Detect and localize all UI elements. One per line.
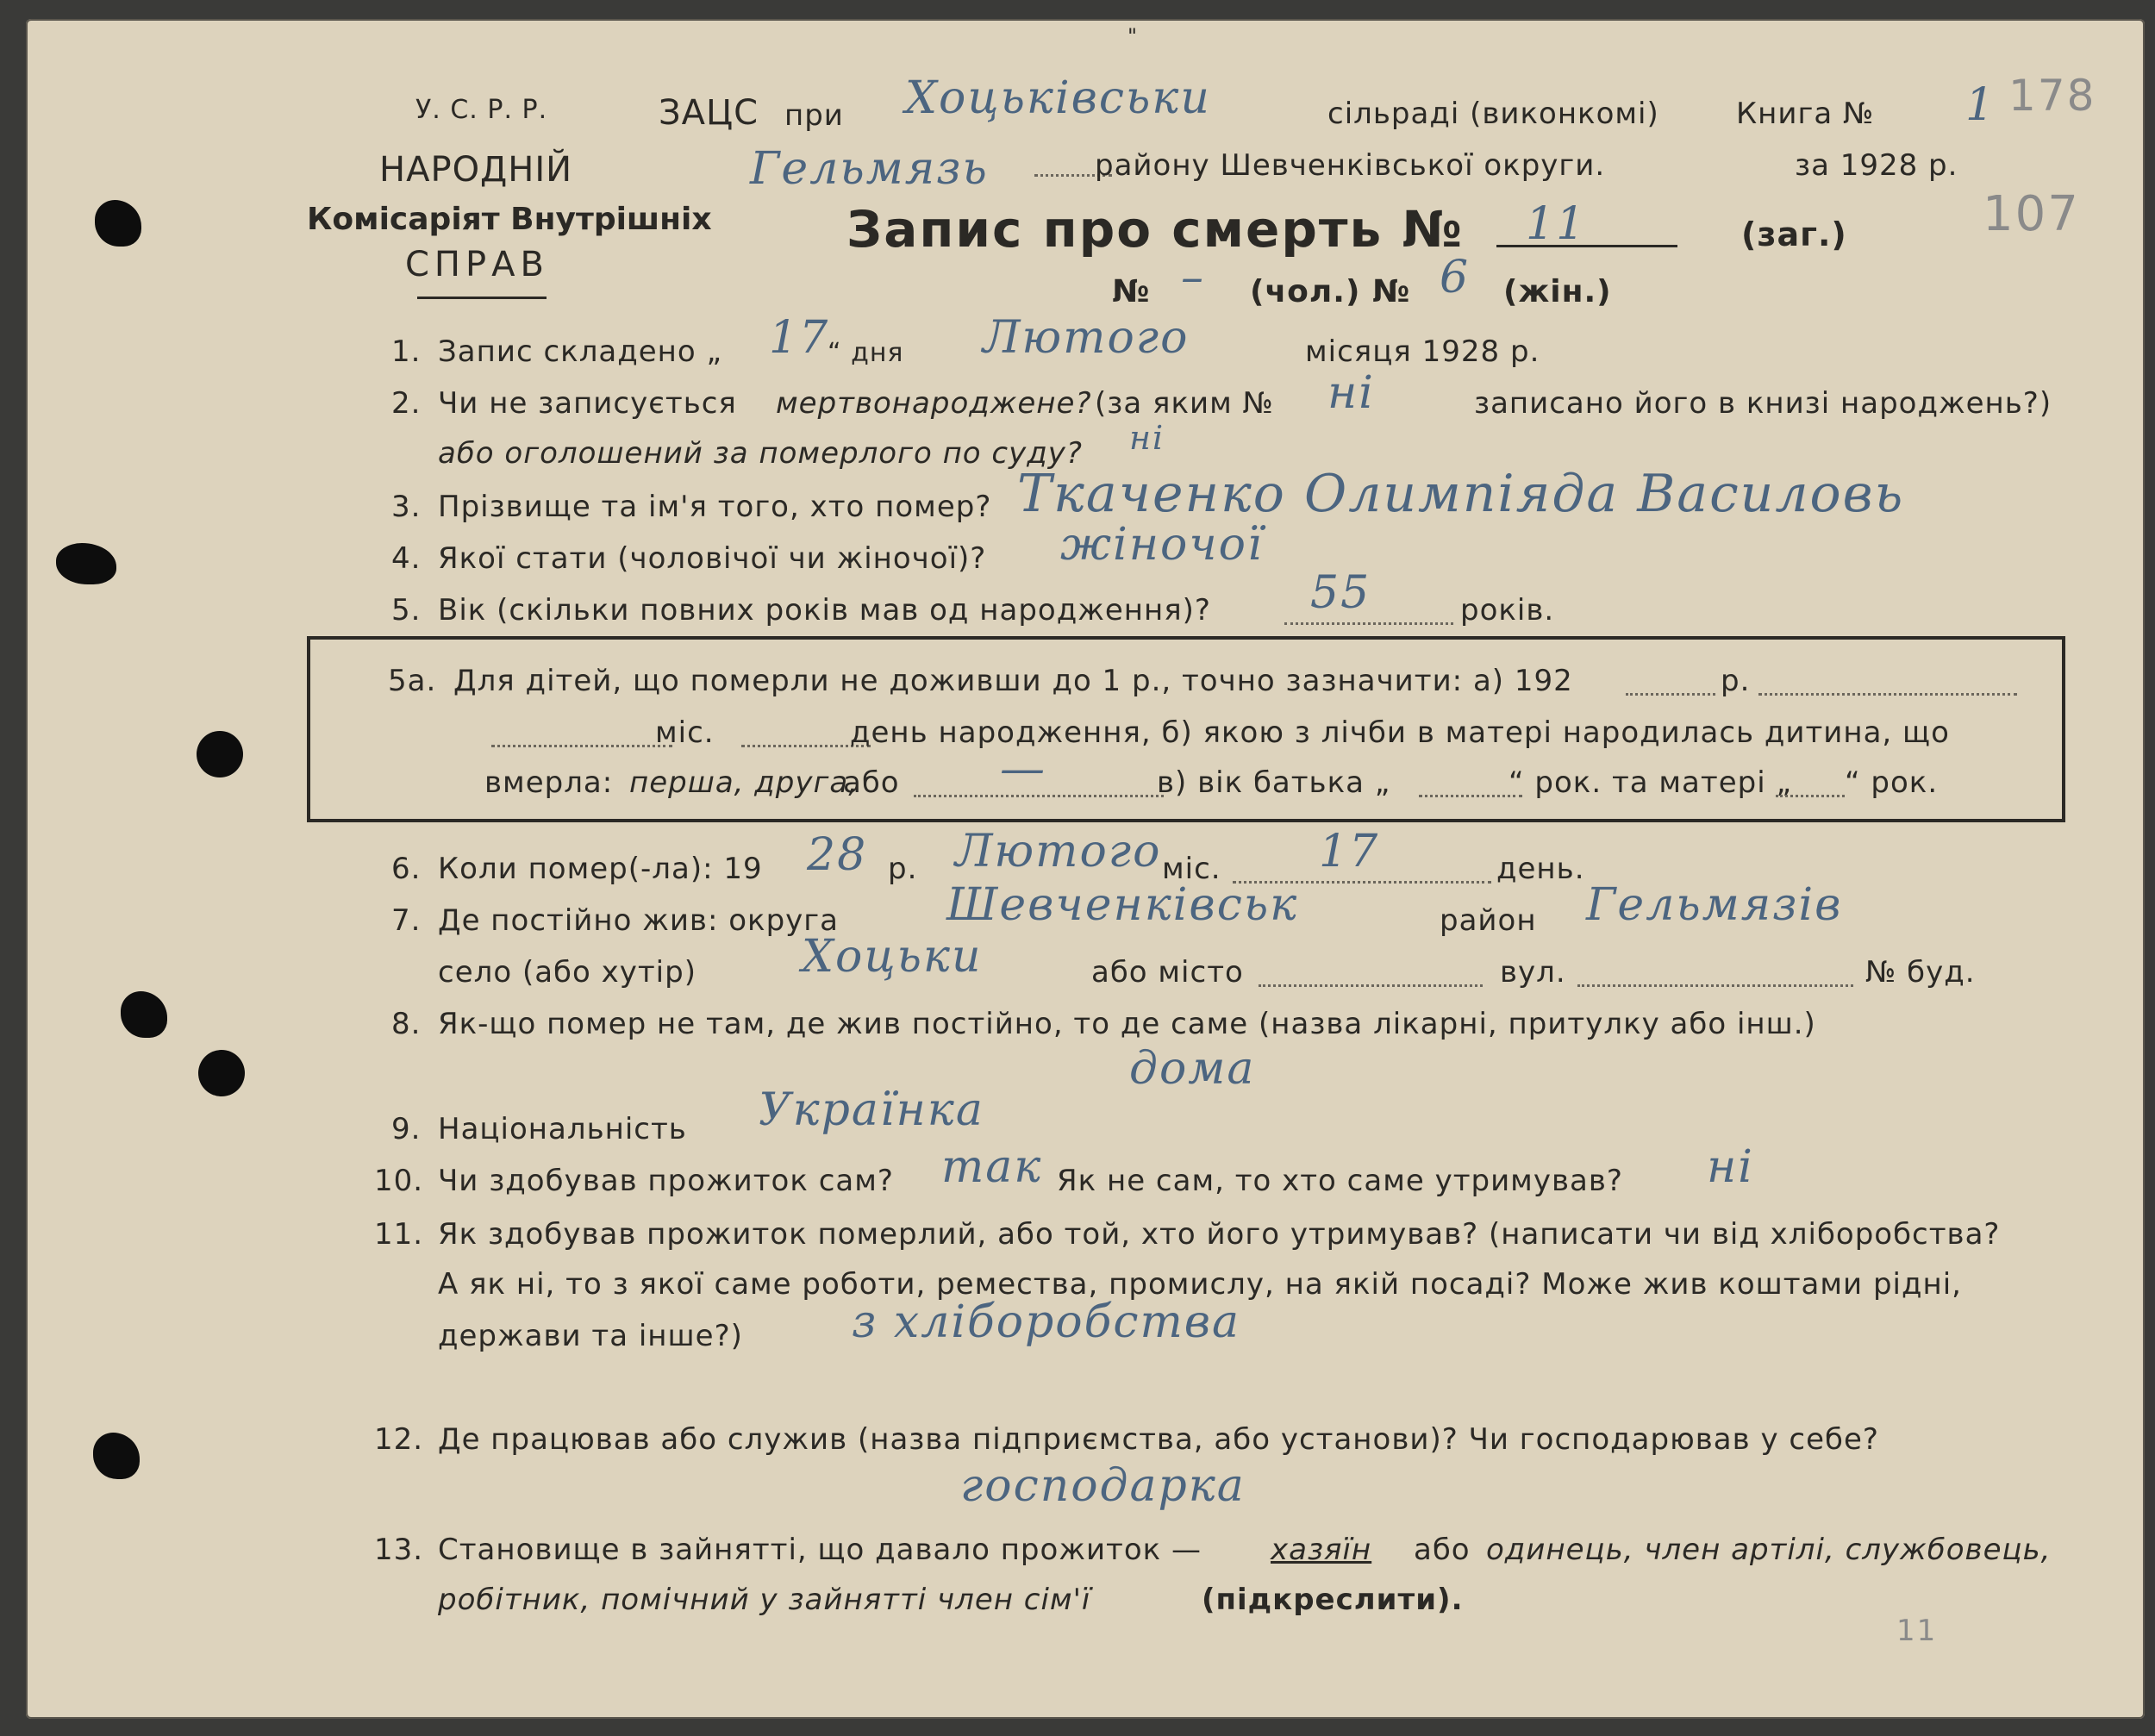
item-7-city-dots: [1259, 984, 1483, 987]
punch-hole: [93, 1433, 140, 1479]
item-1-month-handwritten: Лютого: [983, 312, 1190, 364]
item-11-a: Як здобував прожиток померлий, або той, хто його утримував? (написати чи від хліборобства?: [438, 1217, 2001, 1252]
chol-label: (чол.) №: [1250, 274, 1411, 309]
item-6-a: Коли помер(-ла): 19: [438, 852, 763, 886]
item-9-num: 9.: [391, 1112, 422, 1146]
item-13-a-italic: хазяїн: [1271, 1533, 1372, 1567]
death-record-sheet: [26, 19, 2145, 1719]
item-6-year-handwritten: 28: [807, 829, 868, 881]
item-6-b: р.: [888, 852, 918, 886]
item-2-d-italic: або оголошений за померлого по суду?: [438, 436, 1083, 471]
item-5a-num: 5а.: [388, 664, 437, 698]
bottom-mark: 11: [1896, 1614, 1938, 1648]
item-5a-c: день народження, б) якою з лічби в матері народилась дитина, що: [850, 715, 1950, 750]
punch-hole: [95, 200, 141, 247]
item-13-a: Становище в зайнятті, що давало прожиток —: [438, 1533, 1202, 1567]
village-handwritten: Хоцьківськи: [905, 72, 1211, 124]
item-7-d: або місто: [1091, 955, 1244, 990]
item-6-d: день.: [1496, 852, 1585, 886]
item-1-a: Запис складено „: [438, 334, 723, 369]
item-2-d-handwritten: ні: [1129, 419, 1165, 457]
punch-hole: [198, 1050, 245, 1096]
item-12-a: Де працював або служив (назва підприємства, або установи)? Чи господарював у себе?: [438, 1422, 1879, 1457]
item-5a-g: “ рок. та матері „: [1508, 765, 1793, 800]
item-7-b: район: [1440, 903, 1537, 938]
item-2-b: (за яким №: [1095, 386, 1274, 421]
item-8-handwritten: дома: [1129, 1043, 1256, 1095]
item-5a-dash: —: [1000, 743, 1046, 795]
item-13-c-italic: робітник, помічний у зайнятті член сім'ї: [438, 1583, 1091, 1617]
book-pencil-number-2: 107: [1983, 186, 2080, 242]
item-5a-month-pre-dots: [491, 745, 672, 747]
item-7-okruga-handwritten: Шевченківськ: [946, 879, 1299, 931]
item-9-a: Національність: [438, 1112, 687, 1146]
year-label: за 1928 р.: [1795, 148, 1958, 183]
ussr-label: У. С. Р. Р.: [415, 95, 548, 125]
item-4-a: Якої стати (чоловічої чи жіночої)?: [438, 541, 987, 576]
item-5a-e: або: [843, 765, 900, 800]
item-5a-b: міс.: [655, 715, 715, 750]
item-5-b: років.: [1460, 593, 1555, 628]
item-1-c: місяця 1928 р.: [1305, 334, 1540, 369]
item-3-a: Прізвище та ім'я того, хто помер?: [438, 490, 992, 524]
item-7-street-dots: [1577, 984, 1853, 987]
item-3-handwritten: Ткаченко Олимпіяда Василовь: [1017, 464, 1905, 524]
item-5-a: Вік (скільки повних років мав од народження)?: [438, 593, 1211, 628]
item-5a-h: “ рок.: [1845, 765, 1939, 800]
item-7-raion-handwritten: Гельмязів: [1586, 879, 1843, 931]
item-2-num: 2.: [391, 386, 422, 421]
item-5a-a: Для дітей, що померли не доживши до 1 р., точно зазначити: а) 192: [453, 664, 1573, 698]
punch-hole: [197, 731, 243, 777]
item-10-a: Чи здобував прожиток сам?: [438, 1164, 894, 1198]
item-10-b: Як не сам, то хто саме утримував?: [1057, 1164, 1623, 1198]
item-6-day-handwritten: 17: [1319, 826, 1380, 877]
item-10-num: 10.: [374, 1164, 424, 1198]
item-9-handwritten: Українка: [759, 1084, 984, 1136]
item-5a-year-dots: [1626, 693, 1715, 696]
item-13-b-italic: одинець, член артілі, службовець,: [1486, 1533, 2052, 1567]
item-8-a: Як-що помер не там, де жив постійно, то де саме (назва лікарні, притулку або інш.): [438, 1007, 1816, 1041]
item-13-b: або: [1414, 1533, 1471, 1567]
item-6-num: 6.: [391, 852, 422, 886]
item-5a-f: в) вік батька „: [1157, 765, 1391, 800]
book-label: Книга №: [1736, 97, 1875, 131]
item-5a-other-dots: [914, 795, 1164, 797]
pry-label: при: [784, 98, 844, 133]
item-4-num: 4.: [391, 541, 422, 576]
item-10-handwritten-2: ні: [1707, 1141, 1754, 1193]
punch-hole: [56, 543, 116, 584]
item-5a-d-italic: перша, друга,: [629, 765, 859, 800]
ministry-line-1: НАРОДНІЙ: [379, 150, 573, 190]
item-13-c: (підкреслити).: [1202, 1583, 1464, 1617]
item-5a-year-dots-2: [1758, 693, 2017, 696]
item-4-handwritten: жіночої: [1060, 519, 1264, 571]
male-count-handwritten: –: [1181, 252, 1205, 303]
item-11-c: держави та інше?): [438, 1319, 743, 1353]
item-5-handwritten: 55: [1310, 567, 1371, 619]
district-handwritten: Гельмязь: [750, 143, 989, 195]
item-2-handwritten: ні: [1327, 367, 1375, 419]
item-2-a-italic: мертвонароджене?: [776, 386, 1092, 421]
item-12-num: 12.: [374, 1422, 424, 1457]
item-6-c: міс.: [1162, 852, 1221, 886]
zhin-label: (жін.): [1503, 274, 1612, 309]
item-1-b: “ дня: [828, 338, 904, 368]
page-title: Запис про смерть №: [846, 200, 1465, 259]
silradi-label: сільраді (виконкомі): [1327, 97, 1659, 131]
ministry-line-2: Комісаріят Внутрішніх: [307, 202, 712, 237]
item-6-month-handwritten: Лютого: [955, 826, 1162, 877]
no-sign: №: [1112, 274, 1151, 309]
item-7-a: Де постійно жив: округа: [438, 903, 839, 938]
item-5-num: 5.: [391, 593, 422, 628]
item-12-handwritten: господарка: [960, 1460, 1246, 1512]
ministry-line-3: СПРАВ: [405, 245, 549, 284]
item-8-num: 8.: [391, 1007, 422, 1041]
item-5a-a2: р.: [1721, 664, 1751, 698]
zags-label: ЗАЦС: [659, 93, 759, 133]
book-number-handwritten: 1: [1965, 79, 1996, 131]
female-count-handwritten: 6: [1440, 252, 1471, 303]
ministry-underline: [417, 297, 547, 299]
item-11-handwritten: з хліборобства: [852, 1296, 1241, 1348]
item-7-f: № буд.: [1865, 955, 1976, 990]
raionu-label: району Шевченківської округи.: [1095, 148, 1606, 183]
item-2-a: Чи не записується: [438, 386, 737, 421]
book-pencil-number: 178: [2008, 71, 2096, 121]
item-3-num: 3.: [391, 490, 422, 524]
zag-label: (заг.): [1741, 215, 1847, 253]
item-7-e: вул.: [1500, 955, 1566, 990]
item-5a-mother-dots: [1776, 795, 1845, 797]
record-number-handwritten: 11: [1526, 198, 1587, 250]
item-7-num: 7.: [391, 903, 422, 938]
item-13-num: 13.: [374, 1533, 424, 1567]
item-1-day-handwritten: 17: [769, 312, 830, 364]
record-number-line: [1496, 245, 1677, 247]
item-11-num: 11.: [374, 1217, 424, 1252]
item-5a-father-dots: [1419, 795, 1522, 797]
item-11-b: А як ні, то з якої саме роботи, ремества, промислу, на якій посаді? Може жив коштами рідні,: [438, 1267, 1962, 1302]
item-5-dots: [1284, 622, 1453, 625]
item-1-num: 1.: [391, 334, 422, 369]
item-7-selo-handwritten: Хоцьки: [802, 931, 983, 983]
punch-hole: [121, 991, 167, 1038]
item-2-c: записано його в книзі народжень?): [1474, 386, 2052, 421]
item-7-c: село (або хутір): [438, 955, 696, 990]
top-mark: ": [1127, 24, 1139, 48]
item-5a-d: вмерла:: [484, 765, 614, 800]
item-10-handwritten-1: так: [941, 1141, 1043, 1193]
